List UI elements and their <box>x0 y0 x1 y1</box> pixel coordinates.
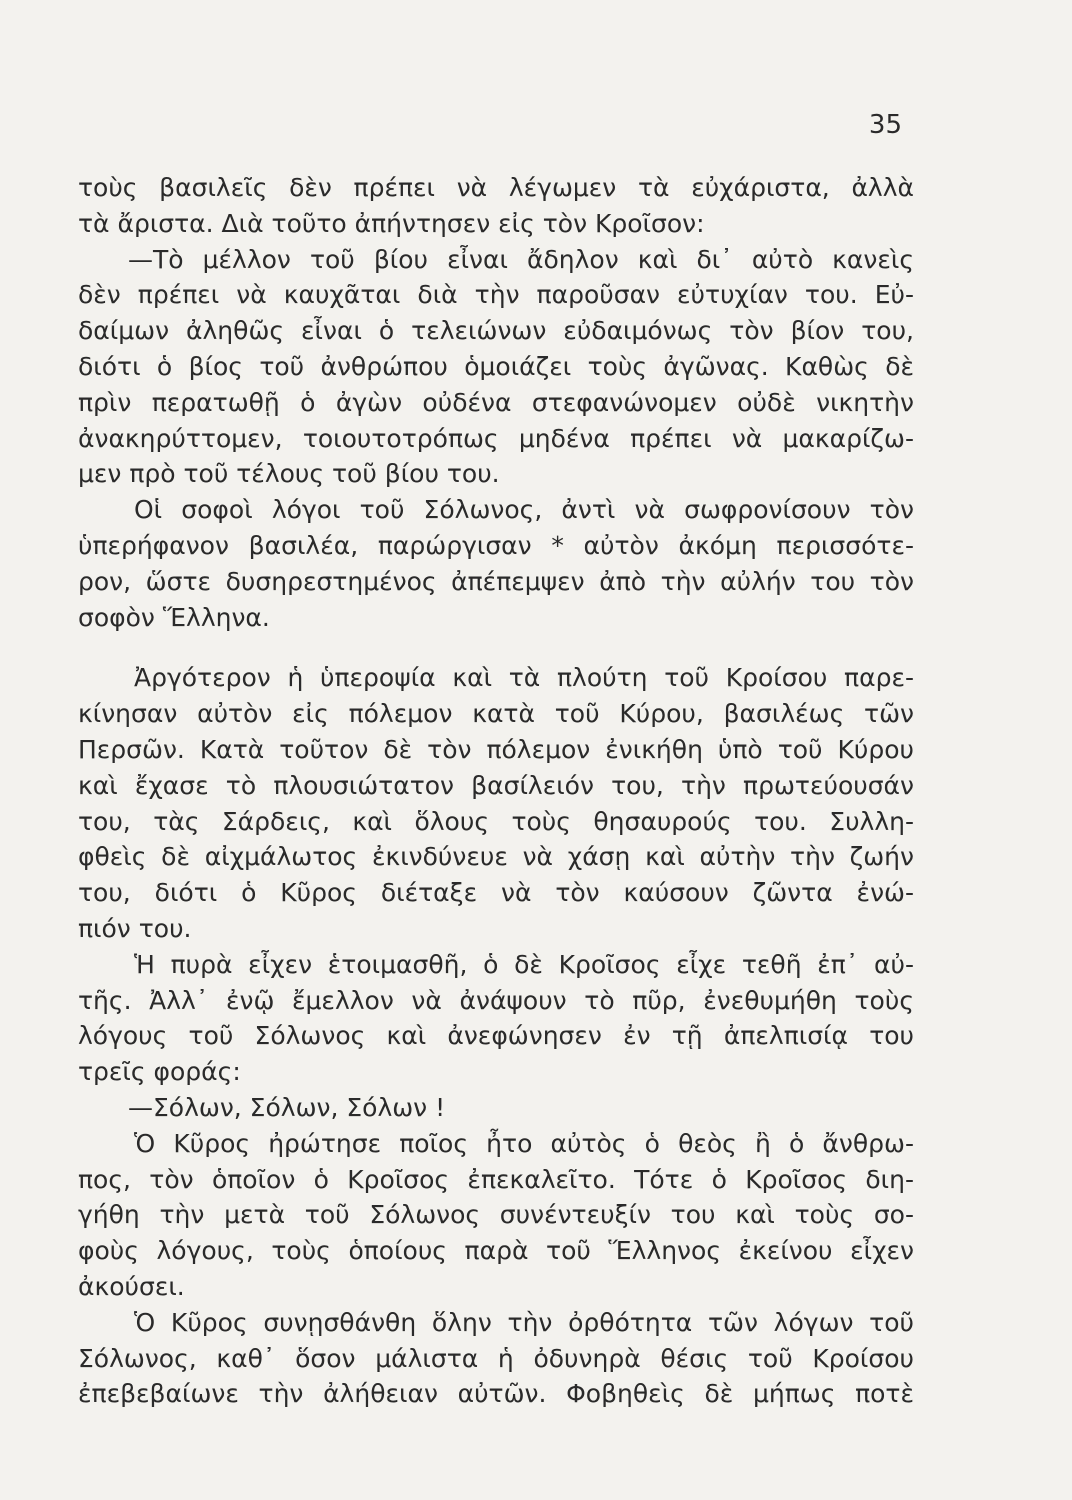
text-line: ἐπεβεβαίωνε τὴν ἀλήθειαν αὐτῶν. Φοβηθεὶς δὲ μήπως ποτὲ <box>78 1379 914 1409</box>
text-line: δὲν πρέπει νὰ καυχᾶται διὰ τὴν παροῦσαν εὐτυχίαν του. Εὐ- <box>78 280 914 310</box>
paragraph-start: Ἡ πυρὰ εἶχεν ἑτοιμασθῆ, ὁ δὲ Κροῖσος εἶχε τεθῆ ἐπ᾽ αὐ- <box>134 949 914 979</box>
text-line: ρον, ὥστε δυσηρεστημένος ἀπέπεμψεν ἀπὸ τὴν αὐλήν του τὸν <box>78 566 914 596</box>
paragraph-start: Οἱ σοφοὶ λόγοι τοῦ Σόλωνος, ἀντὶ νὰ σωφρονίσουν τὸν <box>134 495 914 525</box>
text-line: δαίμων ἀληθῶς εἶναι ὁ τελειώνων εὐδαιμόνως τὸν βίον του, <box>78 316 914 346</box>
text-line: τρεῖς φοράς: <box>78 1057 241 1087</box>
text-line: μεν πρὸ τοῦ τέλους τοῦ βίου του. <box>78 459 500 489</box>
text-line: πιόν του. <box>78 913 192 943</box>
paragraph-start: Ἀργότερον ἡ ὑπεροψία καὶ τὰ πλούτη τοῦ Κροίσου παρε- <box>134 663 914 693</box>
text-line: πος, τὸν ὁποῖον ὁ Κροῖσος ἐπεκαλεῖτο. Τότε ὁ Κροῖσος διη- <box>78 1164 914 1194</box>
text-line: ἀνακηρύττομεν, τοιουτοτρόπως μηδένα πρέπει νὰ μακαρίζω- <box>78 423 914 453</box>
text-line: φοὺς λόγους, τοὺς ὁποίους παρὰ τοῦ Ἕλληνος ἐκείνου εἶχεν <box>78 1236 914 1266</box>
text-line: φθεὶς δὲ αἰχμάλωτος ἐκινδύνευε νὰ χάσῃ καὶ αὐτὴν τὴν ζωήν <box>78 842 914 872</box>
page-number: 35 <box>868 110 902 140</box>
text-line: λόγους τοῦ Σόλωνος καὶ ἀνεφώνησεν ἐν τῇ ἀπελπισίᾳ του <box>78 1021 914 1051</box>
dialogue-line: —Σόλων, Σόλων, Σόλων ! <box>128 1092 446 1122</box>
text-line: γήθη τὴν μετὰ τοῦ Σόλωνος συνέντευξίν του καὶ τοὺς σο- <box>78 1200 914 1230</box>
text-line: πρὶν περατωθῇ ὁ ἀγὼν οὐδένα στεφανώνομεν οὐδὲ νικητὴν <box>78 387 914 417</box>
text-line: ὑπερήφανον βασιλέα, παρώργισαν * αὐτὸν ἀκόμη περισσότε- <box>78 530 914 560</box>
text-line: του, τὰς Σάρδεις, καὶ ὅλους τοὺς θησαυρούς του. Συλλη- <box>78 806 914 836</box>
dialogue-line: —Τὸ μέλλον τοῦ βίου εἶναι ἄδηλον καὶ δι᾽ αὐτὸ κανεὶς <box>128 244 914 274</box>
text-line: τῆς. Ἀλλ᾽ ἐνῷ ἔμελλον νὰ ἀνάψουν τὸ πῦρ, ἐνεθυμήθη τοὺς <box>78 985 914 1015</box>
page-text <box>78 170 914 1412</box>
text-line: τοὺς βασιλεῖς δὲν πρέπει νὰ λέγωμεν τὰ εὐχάριστα, ἀλλὰ <box>78 173 914 202</box>
text-line: σοφὸν Ἕλληνα. <box>78 602 270 632</box>
text-line: Σόλωνος, καθ᾽ ὅσον μάλιστα ἡ ὀδυνηρὰ θέσις τοῦ Κροίσου <box>78 1343 914 1373</box>
text-line: τὰ ἄριστα. Διὰ τοῦτο ἀπήντησεν εἰς τὸν Κροῖσον: <box>78 208 705 238</box>
paragraph-start: Ὁ Κῦρος ἠρώτησε ποῖος ἦτο αὐτὸς ὁ θεὸς ἢ ὁ ἄνθρω- <box>134 1128 914 1158</box>
paragraph-start: Ὁ Κῦρος συνῃσθάνθη ὅλην τὴν ὀρθότητα τῶν λόγων τοῦ <box>134 1307 914 1337</box>
text-line: ἀκούσει. <box>78 1271 185 1301</box>
text-line: διότι ὁ βίος τοῦ ἀνθρώπου ὁμοιάζει τοὺς ἀγῶνας. Καθὼς δὲ <box>78 351 914 381</box>
text-line: του, διότι ὁ Κῦρος διέταξε νὰ τὸν καύσουν ζῶντα ἐνώ- <box>78 878 914 908</box>
text-line: Περσῶν. Κατὰ τοῦτον δὲ τὸν πόλεμον ἐνικήθη ὑπὸ τοῦ Κύρου <box>78 734 914 764</box>
text-line: κίνησαν αὐτὸν εἰς πόλεμον κατὰ τοῦ Κύρου, βασιλέως τῶν <box>78 699 914 729</box>
text-line: καὶ ἔχασε τὸ πλουσιώτατον βασίλειόν του, τὴν πρωτεύουσάν <box>78 770 914 800</box>
